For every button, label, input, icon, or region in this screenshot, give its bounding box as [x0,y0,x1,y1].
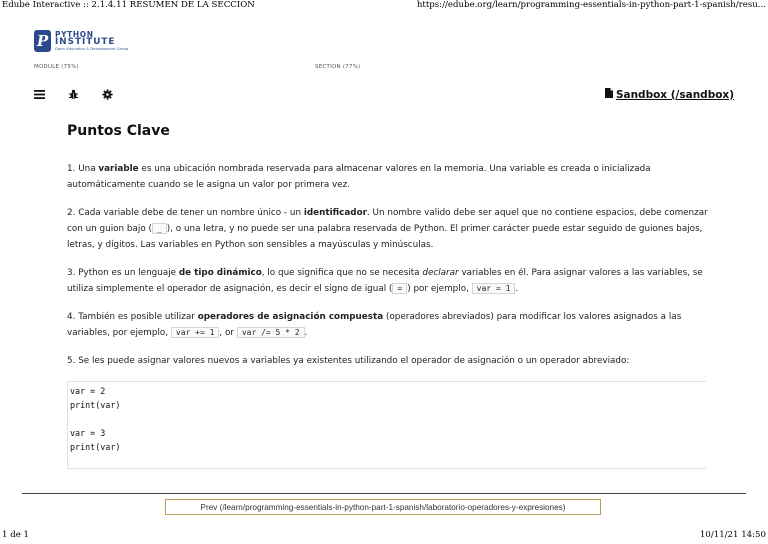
term-declare: declarar [422,268,459,278]
inline-code: _ [152,223,167,234]
logo-line-2: INSTITUTE [55,37,116,48]
logo-mark: P [34,30,51,52]
print-date: 10/11/21 14:50 [699,530,766,540]
text-run: , or [219,328,237,338]
code-block[interactable] [67,381,706,469]
print-page-url: https://edube.org/learn/programming-essentials-in-python-part-1-spanish/resu... [416,0,766,10]
term-variable: variable [98,164,139,174]
file-icon [605,88,613,101]
text-run: 1. Una [67,164,99,174]
text-run: ), o una letra, y no puede ser una palabra reservada de Python. El primer carácter puede estar seguido de guiones bajos, letras, y dígitos. Las variables en Python son sensibles a mayúsculas y minúsculas. [67,224,703,250]
term-compound-assignment: operadores de asignación compuesta [197,312,384,322]
print-header [0,0,768,12]
text-run: . [515,284,519,294]
bug-icon[interactable] [67,88,79,100]
logo-line-1: PYTHON [55,29,94,39]
code-line: print(var) [70,400,121,410]
text-run: , lo que significa que no se necesita [261,268,423,278]
text-run: variables en él. Para asignar valores a las variables, se utiliza simplemente el operador de asignación, es decir el signo de igual ( [67,268,703,294]
text-run: (operadores abreviados) para modificar los valores asignados a las variables, por ejemplo, [67,312,682,338]
key-point-4 [67,309,715,341]
code-line: var = 3 [70,428,106,438]
code-line: var = 2 [70,386,106,396]
text-run: es una ubicación nombrada reservada para almacenar valores en la memoria. Una variable es creada o inicializada automáticamente cuando se le asigna un valor por primera vez. [67,164,651,190]
inline-code: var = 1 [472,283,516,294]
prev-button[interactable]: Prev (/learn/programming-essentials-in-python-part-1-spanish/laboratorio-operadores-y-expresiones) [165,499,601,515]
page-title: Puntos Clave [67,123,170,139]
key-point-5: 5. Se les puede asignar valores nuevos a variables ya existentes utilizando el operador de asignación o un operador abreviado: [67,356,630,366]
key-point-2 [67,205,715,253]
footer-divider [22,493,746,494]
logo-line-3: Open Education & Development Group [55,46,129,51]
key-point-1 [67,161,715,193]
code-line [70,412,704,426]
text-run: 2. Cada variable debe de tener un nombre único - un [67,208,304,218]
lesson-content [67,121,715,469]
sandbox-link[interactable] [605,88,734,101]
inline-code: var += 1 [171,327,220,338]
menu-icon[interactable] [33,88,45,100]
logo-text [55,31,128,52]
text-run: . [304,328,308,338]
sandbox-label: Sandbox (/sandbox) [615,88,734,101]
text-run: 3. Python es un lenguaje [67,268,179,278]
term-identifier: identificador [303,208,367,218]
python-institute-logo[interactable] [34,30,128,52]
inline-code: = [392,283,407,294]
gear-icon[interactable] [101,88,113,100]
text-run: 4. También es posible utilizar [67,312,198,322]
print-page-title: Edube Interactive :: 2.1.4.11 RESUMEN DE LA SECCION [2,0,255,10]
section-progress-label: SECTION (77%) [315,64,361,70]
text-run: ) por ejemplo, [407,284,472,294]
code-line: print(var) [70,442,121,452]
key-point-3 [67,265,715,297]
text-run: . Un nombre valido debe ser aquel que no contiene espacios, debe comenzar con un guion bajo ( [67,208,708,234]
print-page-count: 1 de 1 [2,530,29,540]
inline-code: var /= 5 * 2 [237,327,305,338]
module-progress-label: MODULE (75%) [34,64,79,70]
term-dynamic-typing: de tipo dinámico [178,268,262,278]
